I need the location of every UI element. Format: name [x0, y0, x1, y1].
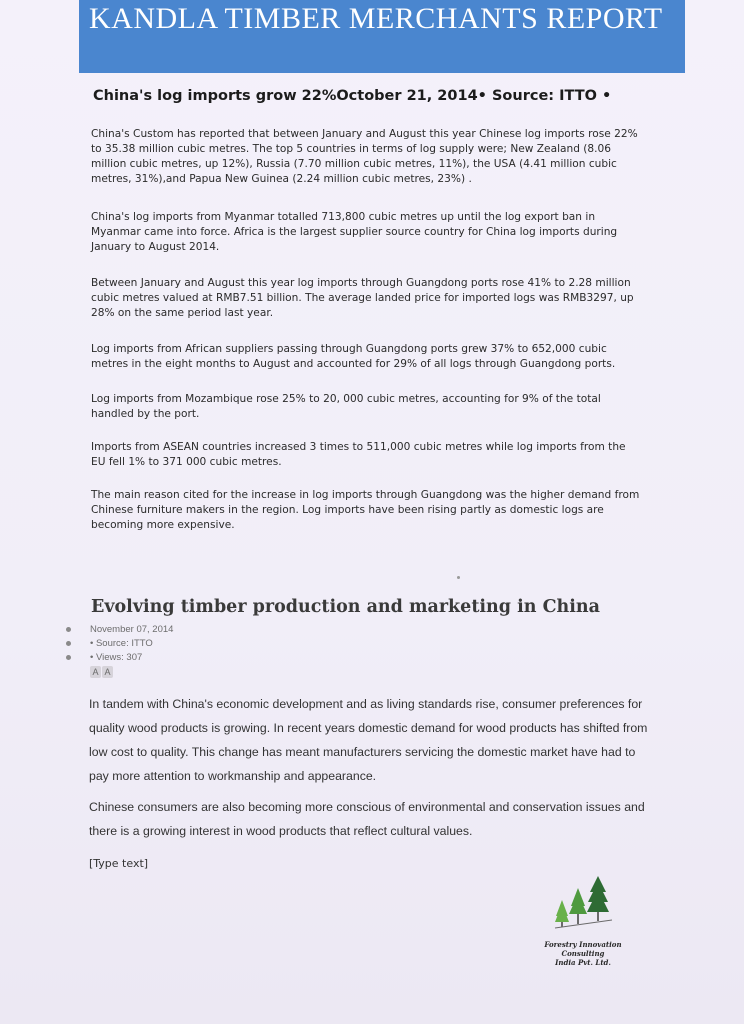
bullet-icon	[66, 641, 71, 646]
meta-date-text: November 07, 2014	[90, 624, 174, 635]
meta-views-text: • Views: 307	[90, 652, 143, 663]
article1-paragraph: Imports from ASEAN countries increased 3 times to 511,000 cubic metres while log imports from the EU fell 1% to 371 000 cubic metres.	[91, 441, 626, 468]
article1-paragraph: Between January and August this year log imports through Guangdong ports rose 41% to 2.28 million cubic metres valued at RMB7.51 billion. The average landed price for imported logs was RMB3297, up 28% on the same period last year.	[91, 277, 634, 319]
logo-line-2: India Pvt. Ltd.	[555, 958, 611, 967]
pine-trees-icon	[552, 872, 614, 932]
report-banner	[79, 0, 685, 73]
font-decrease-button: A	[90, 666, 101, 678]
article2-paragraph: In tandem with China's economic development and as living standards rise, consumer preferences for quality wood products is growing. In recent years domestic demand for wood products has shifted from low cost to quality. This change has meant manufacturers servicing the domestic market have had to pay more attention to workmanship and appearance.	[89, 697, 648, 783]
scan-fleck	[457, 576, 460, 579]
article2-headline: Evolving timber production and marketing in China	[91, 597, 600, 617]
article1-paragraph: Log imports from African suppliers passing through Guangdong ports grew 37% to 652,000 cubic metres in the eight months to August and accounted for 29% of all logs through Guangdong ports.	[91, 343, 616, 370]
article1-headline: China's log imports grow 22%October 21, 2014• Source: ITTO •	[93, 88, 612, 104]
font-size-controls	[90, 666, 113, 678]
bullet-icon	[66, 627, 71, 632]
article1-paragraph: The main reason cited for the increase in log imports through Guangdong was the higher demand from Chinese furniture makers in the region. Log imports have been rising partly as domestic logs are becoming more expensive.	[91, 489, 640, 531]
logo-line-1: Forestry Innovation Consulting	[544, 940, 622, 958]
meta-source-text: • Source: ITTO	[90, 638, 153, 649]
type-text-placeholder: [Type text]	[89, 857, 149, 870]
report-title: KANDLA TIMBER MERCHANTS REPORT	[89, 2, 663, 35]
article1-paragraph: Log imports from Mozambique rose 25% to 20, 000 cubic metres, accounting for 9% of the total handled by the port.	[91, 393, 601, 420]
bullet-icon	[66, 655, 71, 660]
article1-paragraph: China's log imports from Myanmar totalled 713,800 cubic metres up until the log export ban in Myanmar came into force. Africa is the largest supplier source country for China log imports during January to August 2014.	[91, 211, 618, 253]
article1-paragraph: China's Custom has reported that between January and August this year Chinese log imports rose 22% to 35.38 million cubic metres. The top 5 countries in terms of log supply were; New Zealand (8.06 million cubic metres, up 12%), Russia (7.70 million cubic metres, 11%), the USA (4.41 million cubic metres, 31%),and Papua New Guinea (2.24 million cubic metres, 23%) .	[91, 128, 638, 185]
article2-paragraph: Chinese consumers are also becoming more conscious of environmental and conservation issues and there is a growing interest in wood products that reflect cultural values.	[89, 800, 645, 838]
company-logo-text	[528, 940, 638, 967]
font-increase-button: A	[102, 666, 113, 678]
